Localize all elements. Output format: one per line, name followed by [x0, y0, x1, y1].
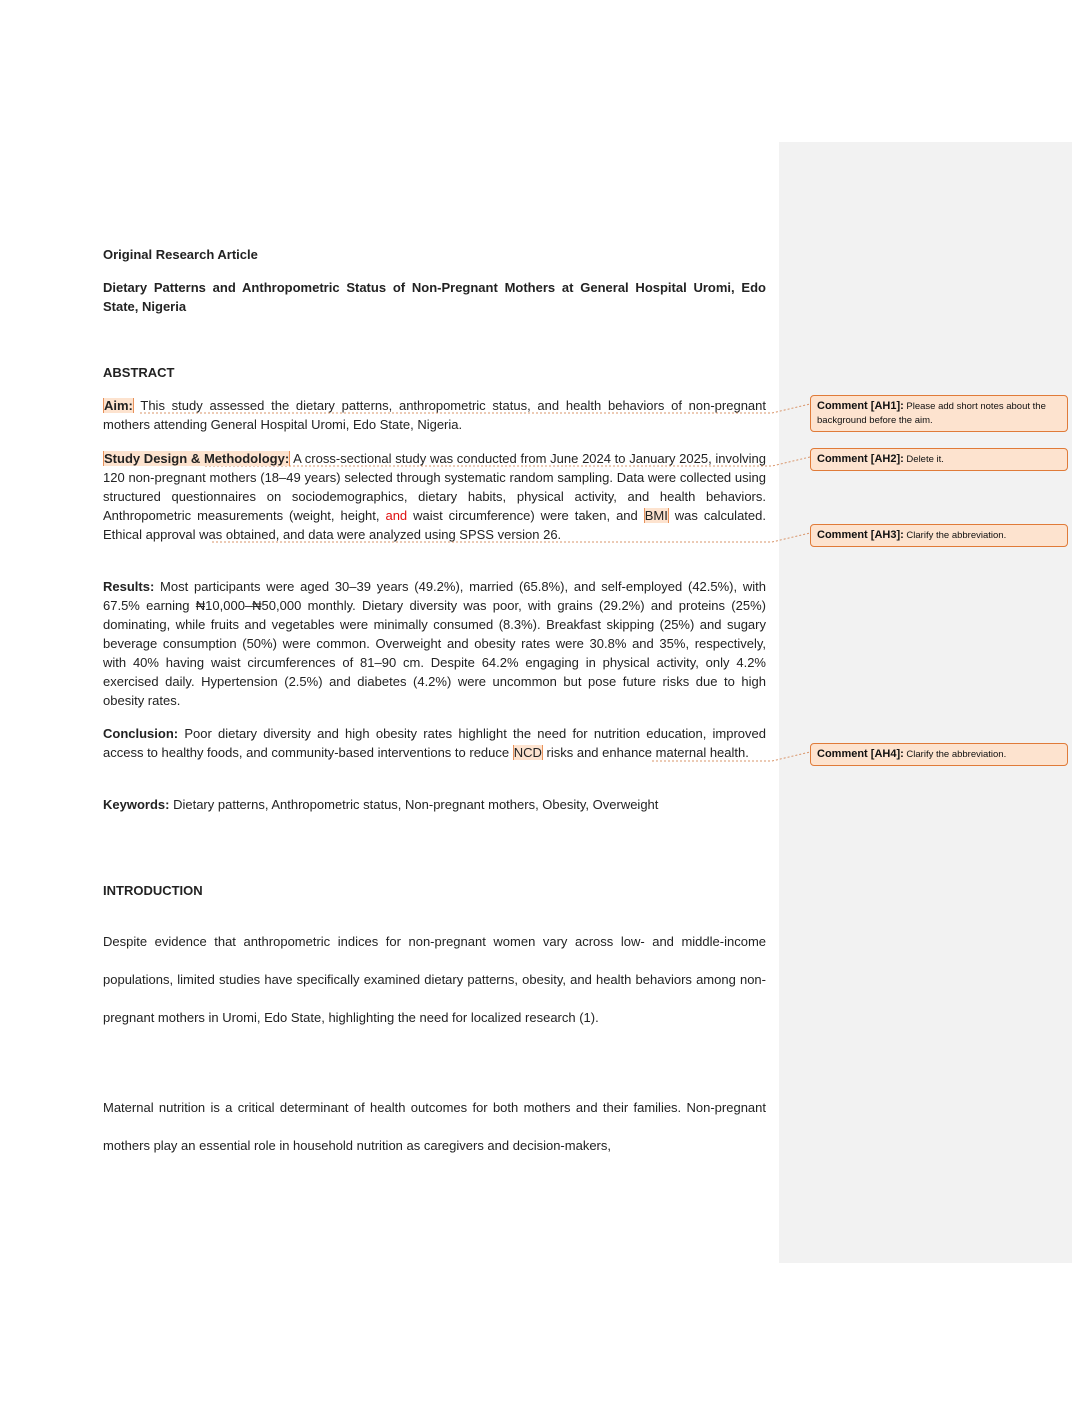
abstract-conclusion	[103, 724, 766, 762]
aim-text: This study assessed the dietary patterns, anthropometric status, and health behaviors of non-pregnant mothers attending General Hospital Uromi, Edo State, Nigeria.	[103, 398, 766, 432]
aim-label[interactable]: Aim:	[104, 398, 133, 413]
article-title: Dietary Patterns and Anthropometric Status of Non-Pregnant Mothers at General Hospital Uromi, Edo State, Nigeria	[103, 280, 766, 314]
design-text: was calculated. Ethical approval was obtained, and data were analyzed using SPSS version 26.	[103, 508, 766, 542]
keywords-label: Keywords:	[103, 797, 170, 812]
bmi-highlight[interactable]: BMI	[644, 508, 668, 523]
comment-ah1[interactable]	[810, 395, 1068, 432]
comment-ah3[interactable]	[810, 524, 1068, 547]
conclusion-label: Conclusion:	[103, 726, 179, 741]
abstract-results	[103, 577, 766, 710]
comment-label: Comment [AH3]:	[817, 529, 904, 541]
conclusion-text: risks and enhance maternal health.	[542, 745, 749, 760]
comment-text: Clarify the abbreviation.	[903, 749, 1007, 760]
comment-text: Please add short notes about the background before the aim.	[817, 401, 1046, 426]
conclusion-text: Poor dietary diversity and high obesity rates highlight the need for nutrition education, improved access to healthy foods, and community-based interventions to reduce	[103, 726, 766, 760]
results-label: Results:	[103, 579, 155, 594]
introduction-paragraph-1: Despite evidence that anthropometric indices for non-pregnant women vary across low- and middle-income populations, limited studies have specifically examined dietary patterns, obesity, and health behaviors among non-pregnant mothers in Uromi, Edo State, highlighting the need for localized research (1).	[103, 934, 766, 1025]
design-text: waist circumference) were taken, and	[407, 508, 644, 523]
comment-text: Delete it.	[903, 454, 944, 465]
comment-ah2[interactable]	[810, 448, 1068, 471]
ncd-highlight[interactable]: NCD	[513, 745, 542, 760]
introduction-paragraph-2: Maternal nutrition is a critical determinant of health outcomes for both mothers and their families. Non-pregnant mothers play an essential role in household nutrition as caregivers and decision-makers,	[103, 1100, 766, 1153]
introduction-heading: INTRODUCTION	[103, 883, 203, 898]
comment-text: Clarify the abbreviation.	[903, 530, 1007, 541]
design-label[interactable]: Study Design & Methodology:	[104, 451, 290, 466]
inserted-text: and	[385, 508, 408, 523]
abstract-aim	[103, 396, 766, 434]
comment-label: Comment [AH2]:	[817, 453, 904, 465]
comment-ah4[interactable]	[810, 743, 1068, 766]
results-text: Most participants were aged 30–39 years (49.2%), married (65.8%), and self-employed (42.5%), with 67.5% earning ₦10,000–₦50,000 monthly. Dietary diversity was poor, with grains (29.2%) and proteins (25%) dominating, while fruits and vegetables were minimally consumed (8.3%). Breakfast skipping (25%) and sugary beverage consumption (50%) were common. Overweight and obesity rates were 30.8% and 35%, respectively, with 40% having waist circumferences of 81–90 cm. Despite 64.2% engaging in physical activity, only 4.2% exercised daily. Hypertension (2.5%) and diabetes (4.2%) were uncommon but pose future risks due to high obesity rates.	[103, 579, 766, 708]
abstract-heading: ABSTRACT	[103, 365, 175, 380]
design-text: A cross-sectional study was conducted from June 2024 to January 2025, involving 120 non-pregnant mothers (18–49 years) selected through systematic random sampling. Data were collected using structured questionnaires on sociodemographics, dietary habits, physical activity, and health behaviors. Anthropometric measurements (weight, height,	[103, 451, 766, 523]
abstract-keywords	[103, 795, 766, 814]
abstract-design	[103, 449, 766, 544]
comment-label: Comment [AH4]:	[817, 748, 904, 760]
article-type: Original Research Article	[103, 247, 258, 262]
comment-label: Comment [AH1]:	[817, 400, 904, 412]
keywords-text: Dietary patterns, Anthropometric status, Non-pregnant mothers, Obesity, Overweight	[169, 797, 659, 812]
